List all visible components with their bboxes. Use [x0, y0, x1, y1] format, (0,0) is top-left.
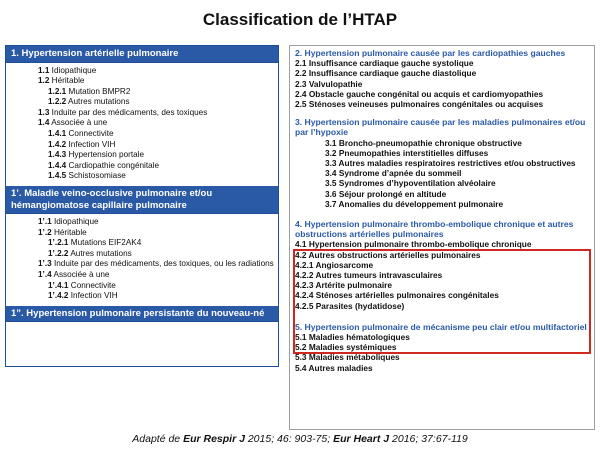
- list-item: [10, 66, 274, 77]
- item-number: 1’.4.1: [48, 280, 69, 290]
- list-item: 2.3 Valvulopathie: [295, 78, 363, 89]
- item-number: 1.3: [38, 107, 50, 117]
- item-text: Associée à une: [53, 270, 110, 279]
- group-1prime-header: 1’. Maladie veino-occlusive pulmonaire et/ou hémangiomatose capillaire pulmonaire: [6, 186, 278, 214]
- list-item: 2.2 Insuffisance cardiaque gauche diastolique: [295, 68, 477, 79]
- item-number: 1’.2: [38, 227, 52, 237]
- item-number: 1’.4: [38, 270, 52, 279]
- group-3-header: 3. Hypertension pulmonaire causée par les maladies pulmonaires et/ou par l’hypoxie: [295, 117, 586, 138]
- item-text: Autres mutations: [70, 248, 132, 258]
- list-item: 5.1 Maladies hématologiques: [295, 332, 410, 343]
- list-item: [10, 238, 274, 249]
- list-item: [10, 108, 274, 119]
- item-text: Idiopathique: [53, 217, 99, 227]
- list-item: 3.5 Syndromes d’hypoventilation alvéolaire: [325, 178, 496, 189]
- list-item: 3.3 Autres maladies respiratoires restrictives et/ou obstructives: [325, 158, 576, 169]
- item-text: Héritable: [51, 76, 85, 86]
- list-item: 2.4 Obstacle gauche congénital ou acquis et cardiomyopathies: [295, 88, 544, 99]
- reference-footer: [0, 433, 600, 445]
- list-item: 3.7 Anomalies du développement pulmonaire: [325, 198, 504, 209]
- item-number: 1’.2.2: [48, 248, 69, 258]
- item-number: 1.4.1: [48, 129, 67, 139]
- item-number: 1.4: [38, 118, 50, 128]
- item-text: Héritable: [53, 227, 87, 237]
- list-item: [10, 217, 274, 228]
- list-item: [10, 97, 274, 108]
- list-item: [10, 249, 274, 260]
- item-number: 1’.4.2: [48, 291, 69, 301]
- highlight-box-group-4: [293, 249, 591, 354]
- item-number: 1.2: [38, 76, 50, 86]
- item-text: Connectivite: [70, 280, 116, 290]
- item-text: Induite par des médicaments, des toxiques: [51, 107, 208, 117]
- list-item: 3.4 Syndrome d’apnée du sommeil: [325, 168, 462, 179]
- group-4-header: 4. Hypertension pulmonaire thrombo-embolique chronique et autres obstructions artérielles pulmonaires: [295, 219, 574, 240]
- item-text: Associée à une: [51, 118, 108, 128]
- list-item: 3.2 Pneumopathies interstitielles diffuses: [325, 147, 489, 158]
- list-item: 4.2 Autres obstructions artérielles pulmonaires: [295, 249, 481, 260]
- list-item: 4.2.4 Sténoses artérielles pulmonaires congénitales: [295, 290, 499, 301]
- group-3-section: [290, 115, 594, 209]
- item-text: Idiopathique: [51, 65, 97, 75]
- group-1second-header: 1”. Hypertension pulmonaire persistante du nouveau-né: [6, 306, 278, 323]
- item-text: Mutations EIF2AK4: [70, 238, 142, 248]
- list-item: 2.5 Sténoses veineuses pulmonaires congénitales ou acquises: [295, 99, 544, 110]
- item-text: Cardiopathie congénitale: [68, 160, 160, 170]
- item-number: 1’.2.1: [48, 238, 69, 248]
- item-number: 1.4.4: [48, 160, 67, 170]
- item-text: Infection VIH: [68, 139, 116, 149]
- list-item: [10, 140, 274, 151]
- ref-prefix: Adapté de: [132, 433, 184, 445]
- ref-citation-2: 2016; 37:67-119: [389, 433, 468, 445]
- item-text: Connectivite: [68, 129, 114, 139]
- list-item: [10, 171, 274, 182]
- item-number: 1.2.1: [48, 86, 67, 96]
- item-number: 1.4.2: [48, 139, 67, 149]
- list-item: 2.1 Insuffisance cardiaque gauche systolique: [295, 58, 474, 69]
- groups-2-5-panel: [289, 45, 595, 430]
- group-1prime-list: [6, 214, 278, 306]
- list-item: [10, 76, 274, 87]
- item-text: Mutation BMPR2: [68, 86, 131, 96]
- list-item: 5.4 Autres maladies: [295, 362, 373, 373]
- list-item: [10, 161, 274, 172]
- list-item: 3.6 Séjour prolongé en altitude: [325, 188, 447, 199]
- ref-journal-1: Eur Respir J: [183, 433, 245, 445]
- list-item: 4.2.2 Autres tumeurs intravasculaires: [295, 270, 443, 281]
- item-number: 1.4.5: [48, 171, 67, 181]
- list-item: 4.2.5 Parasites (hydatidose): [295, 300, 405, 311]
- list-item: 4.2.1 Angiosarcome: [295, 259, 374, 270]
- list-item: [10, 150, 274, 161]
- group-3-list: [295, 138, 589, 209]
- list-item: 5.3 Maladies métaboliques: [295, 352, 400, 363]
- list-item: 4.2.3 Artérite pulmonaire: [295, 280, 392, 291]
- group-5-header: 5. Hypertension pulmonaire de mécanisme peu clair et/ou multifactoriel: [295, 321, 587, 332]
- item-number: 1’.3: [38, 259, 52, 269]
- list-item: [10, 129, 274, 140]
- item-number: 1’.1: [38, 217, 52, 227]
- item-text: Infection VIH: [70, 291, 118, 301]
- group-2-section: [290, 46, 594, 109]
- group-1-header: 1. Hypertension artérielle pulmonaire: [6, 46, 278, 63]
- list-item: 5.2 Maladies systémiques: [295, 342, 397, 353]
- list-item: [10, 118, 274, 129]
- item-text: Induite par des médicaments, des toxiques, ou les radiations: [53, 259, 274, 269]
- group-1-panel: [5, 45, 279, 367]
- list-item: 4.1 Hypertension pulmonaire thrombo-embolique chronique: [295, 239, 532, 250]
- ref-journal-2: Eur Heart J: [333, 433, 390, 445]
- group-1-list: [6, 63, 278, 187]
- list-item: 3.1 Broncho-pneumopathie chronique obstructive: [325, 137, 522, 148]
- list-item: [10, 291, 274, 302]
- item-number: 1.4.3: [48, 150, 67, 160]
- item-text: Schistosomiase: [68, 171, 126, 181]
- list-item: [10, 259, 274, 270]
- page-title: Classification de l’HTAP: [202, 10, 398, 29]
- item-number: 1.1: [38, 65, 50, 75]
- list-item: [10, 228, 274, 239]
- list-item: [10, 281, 274, 292]
- group-2-list: [295, 58, 589, 109]
- item-number: 1.2.2: [48, 97, 67, 107]
- ref-citation-1: 2015; 46: 903-75;: [244, 433, 334, 445]
- item-text: Hypertension portale: [68, 150, 145, 160]
- list-item: [10, 87, 274, 98]
- item-text: Autres mutations: [68, 97, 130, 107]
- group-2-header: 2. Hypertension pulmonaire causée par les cardiopathies gauches: [295, 48, 566, 58]
- list-item: [10, 270, 274, 281]
